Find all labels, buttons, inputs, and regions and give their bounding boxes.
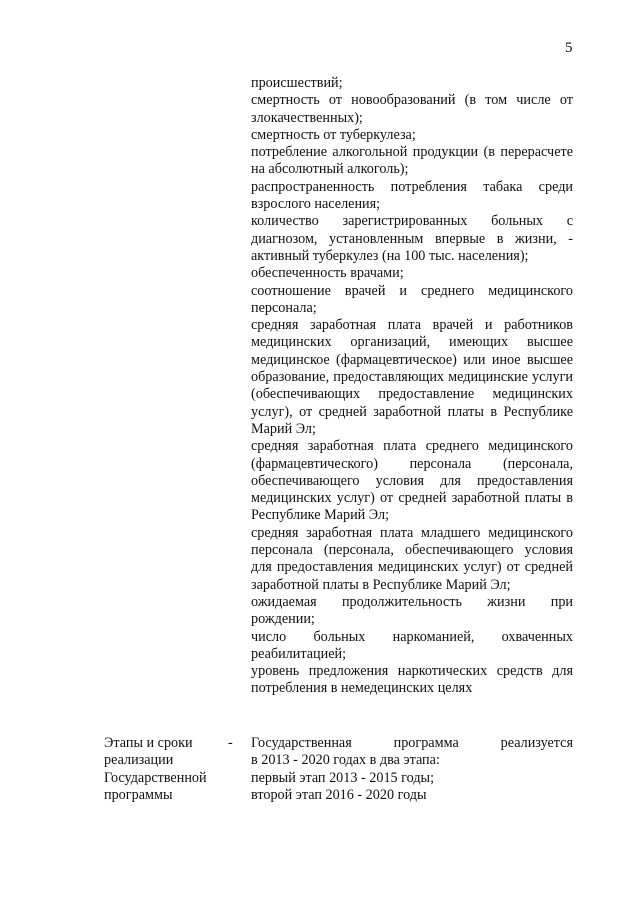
indicator-item: средняя заработная плата среднего медицинского (фармацевтического) персонала (персонала, обеспечивающего условия для предоставления медицинских услуг) от средней заработной платы в Республике Марий Эл;	[251, 438, 573, 524]
indicator-item: происшествий;	[251, 75, 343, 91]
stages-line: первый этап 2013 - 2015 годы;	[251, 769, 435, 786]
indicator-item: ожидаемая продолжительность жизни при рождении;	[251, 593, 573, 628]
stages-line: в 2013 - 2020 годах в два этапа:	[251, 752, 440, 769]
indicator-item: средняя заработная плата младшего медицинского персонала (персонала, обеспечивающего условия для предоставления медицинских услуг) от средней заработной платы в Республике Марий Эл;	[251, 524, 573, 593]
indicator-list	[251, 75, 573, 698]
indicator-item: обеспеченность врачами;	[251, 265, 404, 282]
indicator-item: количество зарегистрированных больных с диагнозом, установленным впервые в жизни, - активный туберкулез (на 100 тыс. населения);	[251, 213, 573, 264]
indicator-item: распространенность потребления табака среди взрослого населения;	[251, 178, 573, 213]
indicator-item: смертность от туберкулеза;	[251, 126, 416, 143]
stages-description	[251, 735, 573, 804]
indicator-item: потребление алкогольной продукции (в перерасчете на абсолютный алкоголь);	[251, 144, 573, 178]
page-number: 5	[565, 40, 573, 56]
stages-label: Этапы и сроки реализации Государственной программы	[104, 735, 207, 803]
indicator-item: число больных наркоманией, охваченных реабилитацией;	[251, 628, 573, 662]
indicator-item: соотношение врачей и среднего медицинского персонала;	[251, 282, 573, 316]
stages-dash: -	[228, 735, 233, 751]
indicator-item: смертность от новообразований (в том числе от злокачественных);	[251, 92, 573, 126]
stages-line: Государственная программа реализуется	[251, 735, 573, 751]
indicator-item: уровень предложения наркотических средств для потребления в немедецинских целях	[251, 663, 573, 697]
stages-line: второй этап 2016 - 2020 годы	[251, 786, 427, 803]
indicator-item: средняя заработная плата врачей и работников медицинских организаций, имеющих высшее медицинское (фармацевтическое) или иное высшее образование, предоставляющих медицинские услуги (обеспечивающих предоставление медицинских услуг), от средней заработной платы в Республике Марий Эл;	[251, 317, 573, 437]
